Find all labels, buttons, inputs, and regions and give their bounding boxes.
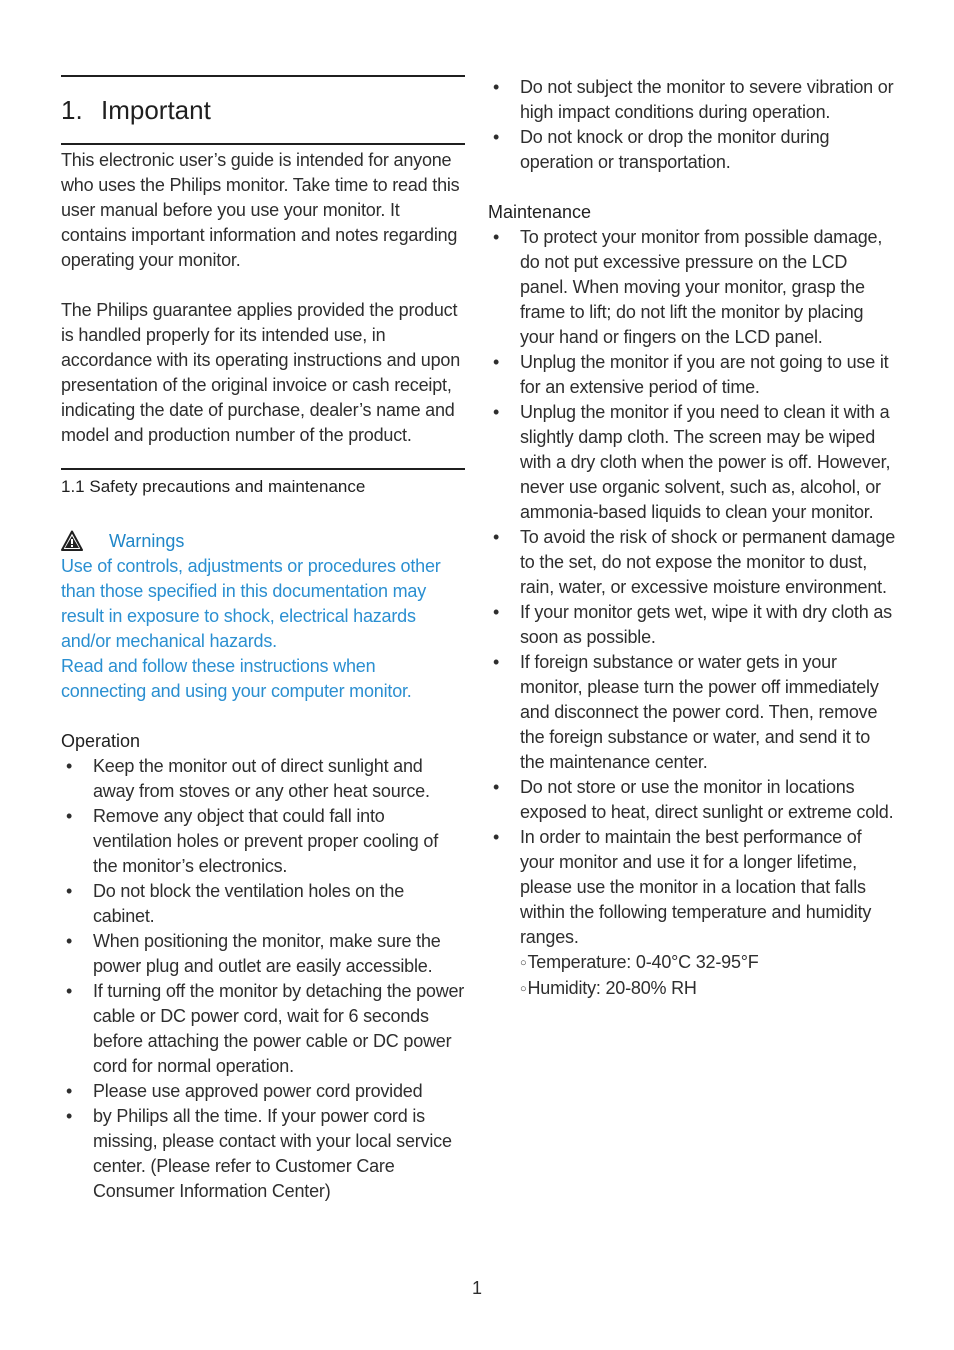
section-title: 1.1 Safety precautions and maintenance bbox=[61, 477, 366, 496]
list-item: • When positioning the monitor, make sure the power plug and outlet are easily accessible. bbox=[65, 931, 441, 976]
maintenance-heading: Maintenance bbox=[488, 202, 592, 222]
operation-list bbox=[61, 754, 465, 1204]
operation-list-continued bbox=[488, 75, 898, 175]
circle-bullet-icon: ○ bbox=[520, 983, 527, 995]
warnings-paragraph-1: Use of controls, adjustments or procedures other than those specified in this documentation may result in exposure to shock, electrical hazards and/or mechanical hazards. bbox=[61, 556, 441, 651]
page-number: 1 bbox=[471, 1278, 482, 1298]
list-item: • To protect your monitor from possible damage, do not put excessive pressure on the LCD panel. When moving your monitor, grasp the frame to lift; do not lift the monitor by placing your hand or fingers on the LCD panel. bbox=[492, 227, 883, 347]
list-item: • by Philips all the time. If your power cord is missing, please contact with your local service center. (Please refer to Customer Care Consumer Information Center) bbox=[65, 1106, 452, 1201]
list-item: • Do not subject the monitor to severe vibration or high impact conditions during operation. bbox=[492, 77, 894, 122]
chapter-title-text: Important bbox=[101, 95, 211, 125]
list-item: • Unplug the monitor if you are not going to use it for an extensive period of time. bbox=[492, 352, 889, 397]
list-item: • Remove any object that could fall into ventilation holes or prevent proper cooling of the monitor’s electronics. bbox=[65, 806, 439, 876]
list-item: • Please use approved power cord provided bbox=[65, 1081, 423, 1101]
chapter-title bbox=[61, 77, 465, 143]
operation-heading: Operation bbox=[61, 731, 141, 751]
list-item: • To avoid the risk of shock or permanent damage to the set, do not expose the monitor to dust, rain, water, or excessive moisture environment. bbox=[492, 527, 896, 597]
left-column bbox=[61, 75, 465, 1204]
warnings-paragraph-2: Read and follow these instructions when connecting and using your computer monitor. bbox=[61, 656, 412, 701]
list-item: • If your monitor gets wet, wipe it with dry cloth as soon as possible. bbox=[492, 602, 892, 647]
list-item: • If foreign substance or water gets in your monitor, please turn the power off immediately and disconnect the power cord. Then, remove the foreign substance or water, and send it to the maintenance center. bbox=[492, 652, 879, 772]
list-item: • Do not knock or drop the monitor during operation or transportation. bbox=[492, 127, 830, 172]
list-item: • Unplug the monitor if you need to clean it with a slightly damp cloth. The screen may be wiped with a dry cloth when the power is off. However, never use organic solvent, such as, alcohol, or ammonia-based liquids to clean your monitor. bbox=[492, 402, 891, 522]
circle-bullet-icon: ○ bbox=[520, 957, 527, 969]
right-column bbox=[488, 75, 898, 1002]
chapter-number: 1. bbox=[61, 95, 83, 125]
list-item: • In order to maintain the best performance of your monitor and use it for a longer lifetime, please use the monitor in a location that falls within the following temperature and humidity ranges. bbox=[492, 827, 872, 947]
warnings-heading bbox=[61, 529, 465, 554]
list-item: • If turning off the monitor by detaching the power cable or DC power cord, wait for 6 seconds before attaching the power cable or DC power cord for normal operation. bbox=[65, 981, 465, 1076]
temperature-range: ○Temperature: 0-40°C 32-95°F bbox=[520, 952, 759, 972]
list-item: • Do not store or use the monitor in locations exposed to heat, direct sunlight or extreme cold. bbox=[492, 777, 894, 822]
list-item: • Do not block the ventilation holes on the cabinet. bbox=[65, 881, 405, 926]
intro-paragraph-2: The Philips guarantee applies provided the product is handled properly for its intended use, in accordance with its operating instructions and upon presentation of the original invoice or cash receipt, indicating the date of purchase, dealer’s name and model and production number of the product. bbox=[61, 300, 461, 445]
intro-paragraph-1: This electronic user’s guide is intended for anyone who uses the Philips monitor. Take time to read this user manual before you use your monitor. It contains important information and notes regarding operating your monitor. bbox=[61, 150, 460, 270]
humidity-range: ○Humidity: 20-80% RH bbox=[520, 978, 697, 998]
warning-triangle-icon bbox=[61, 530, 83, 552]
maintenance-list bbox=[488, 225, 898, 950]
warnings-heading-text: Warnings bbox=[109, 531, 185, 551]
list-item: • Keep the monitor out of direct sunlight and away from stoves or any other heat source. bbox=[65, 756, 430, 801]
